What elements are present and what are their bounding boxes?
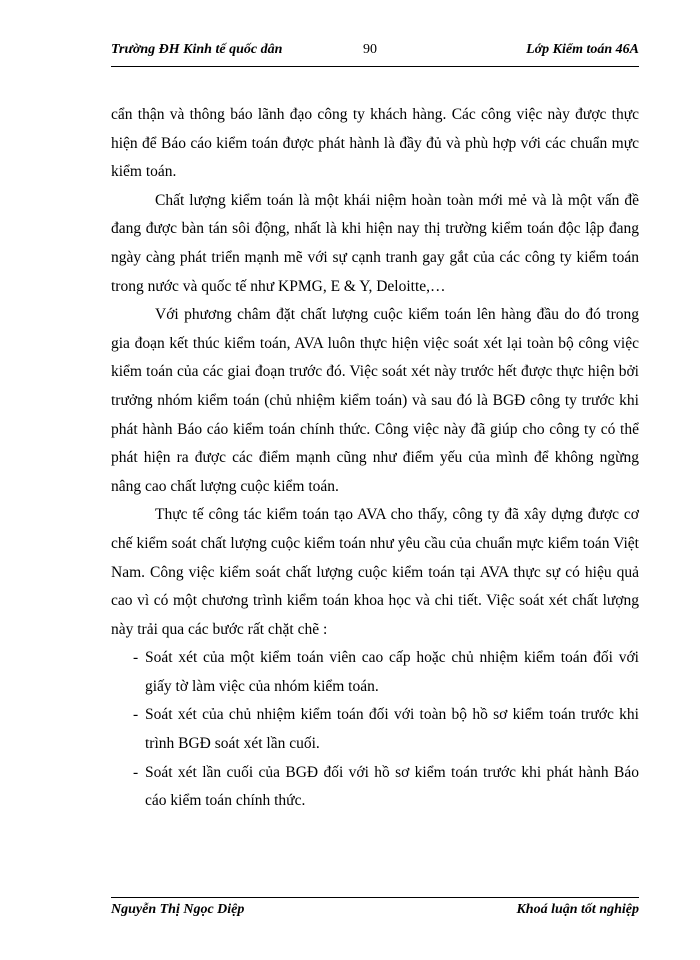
page-number: 90 — [363, 42, 377, 57]
header-class: Lớp Kiểm toán 46A — [526, 42, 639, 57]
footer-thesis-label: Khoá luận tốt nghiệp — [516, 902, 639, 917]
paragraph: Chất lượng kiểm toán là một khái niệm hoàn toàn mới mẻ và là một vấn đề đang được bàn tán sôi động, nhất là khi hiện nay thị trường kiểm toán độc lập đang ngày càng phát triển mạnh mẽ với sự cạnh tranh gay gắt của các công ty kiểm toán trong nước và quốc tế như KPMG, E & Y, Deloitte,… — [111, 191, 639, 295]
footer-author: Nguyễn Thị Ngọc Diệp — [111, 902, 245, 917]
list-item — [111, 759, 639, 816]
review-steps-list — [111, 644, 639, 816]
page-body — [111, 101, 639, 816]
list-item — [111, 701, 639, 758]
bullet-dash: - — [133, 706, 139, 724]
footer-divider — [111, 897, 639, 898]
bullet-dash: - — [133, 649, 139, 667]
header-divider — [111, 66, 639, 67]
header-university: Trường ĐH Kinh tế quốc dân — [111, 42, 283, 57]
paragraph: Với phương châm đặt chất lượng cuộc kiểm toán lên hàng đầu do đó trong gia đoạn kết thúc kiểm toán, AVA luôn thực hiện việc soát xét lại toàn bộ công việc kiểm toán của các giai đoạn trước đó. Việc soát xét này trước hết được thực hiện bởi trưởng nhóm kiểm toán (chủ nhiệm kiểm toán) và sau đó là BGĐ công ty trước khi phát hành Báo cáo kiểm toán chính thức. Công việc này đã giúp cho công ty có thể phát hiện ra được các điểm mạnh cũng như điểm yếu của mình để không ngừng nâng cao chất lượng cuộc kiểm toán. — [111, 306, 639, 495]
paragraph: Thực tế công tác kiểm toán tạo AVA cho thấy, công ty đã xây dựng được cơ chế kiểm soát chất lượng cuộc kiểm toán như yêu cầu của chuẩn mực kiểm toán Việt Nam. Công việc kiểm soát chất lượng cuộc kiểm toán tại AVA thực sự có hiệu quả cao vì có một chương trình kiểm toán khoa học và chi tiết. Việc soát xét chất lượng này trải qua các bước rất chặt chẽ : — [111, 506, 639, 638]
list-item-text: Soát xét lần cuối của BGĐ đối với hồ sơ kiểm toán trước khi phát hành Báo cáo kiểm toán chính thức. — [145, 763, 639, 810]
list-item-text: Soát xét của chủ nhiệm kiểm toán đối với toàn bộ hồ sơ kiểm toán trước khi trình BGĐ soát xét lần cuối. — [145, 706, 639, 753]
list-item — [111, 644, 639, 701]
page-header — [111, 42, 639, 64]
list-item-text: Soát xét của một kiểm toán viên cao cấp hoặc chủ nhiệm kiểm toán đối với giấy tờ làm việc của nhóm kiểm toán. — [145, 649, 639, 695]
bullet-dash: - — [133, 763, 139, 781]
paragraph-continuation: cẩn thận và thông báo lãnh đạo công ty khách hàng. Các công việc này được thực hiện để Báo cáo kiểm toán được phát hành là đầy đủ và phù hợp với các chuẩn mực kiểm toán. — [111, 106, 639, 181]
page-footer — [111, 902, 639, 924]
